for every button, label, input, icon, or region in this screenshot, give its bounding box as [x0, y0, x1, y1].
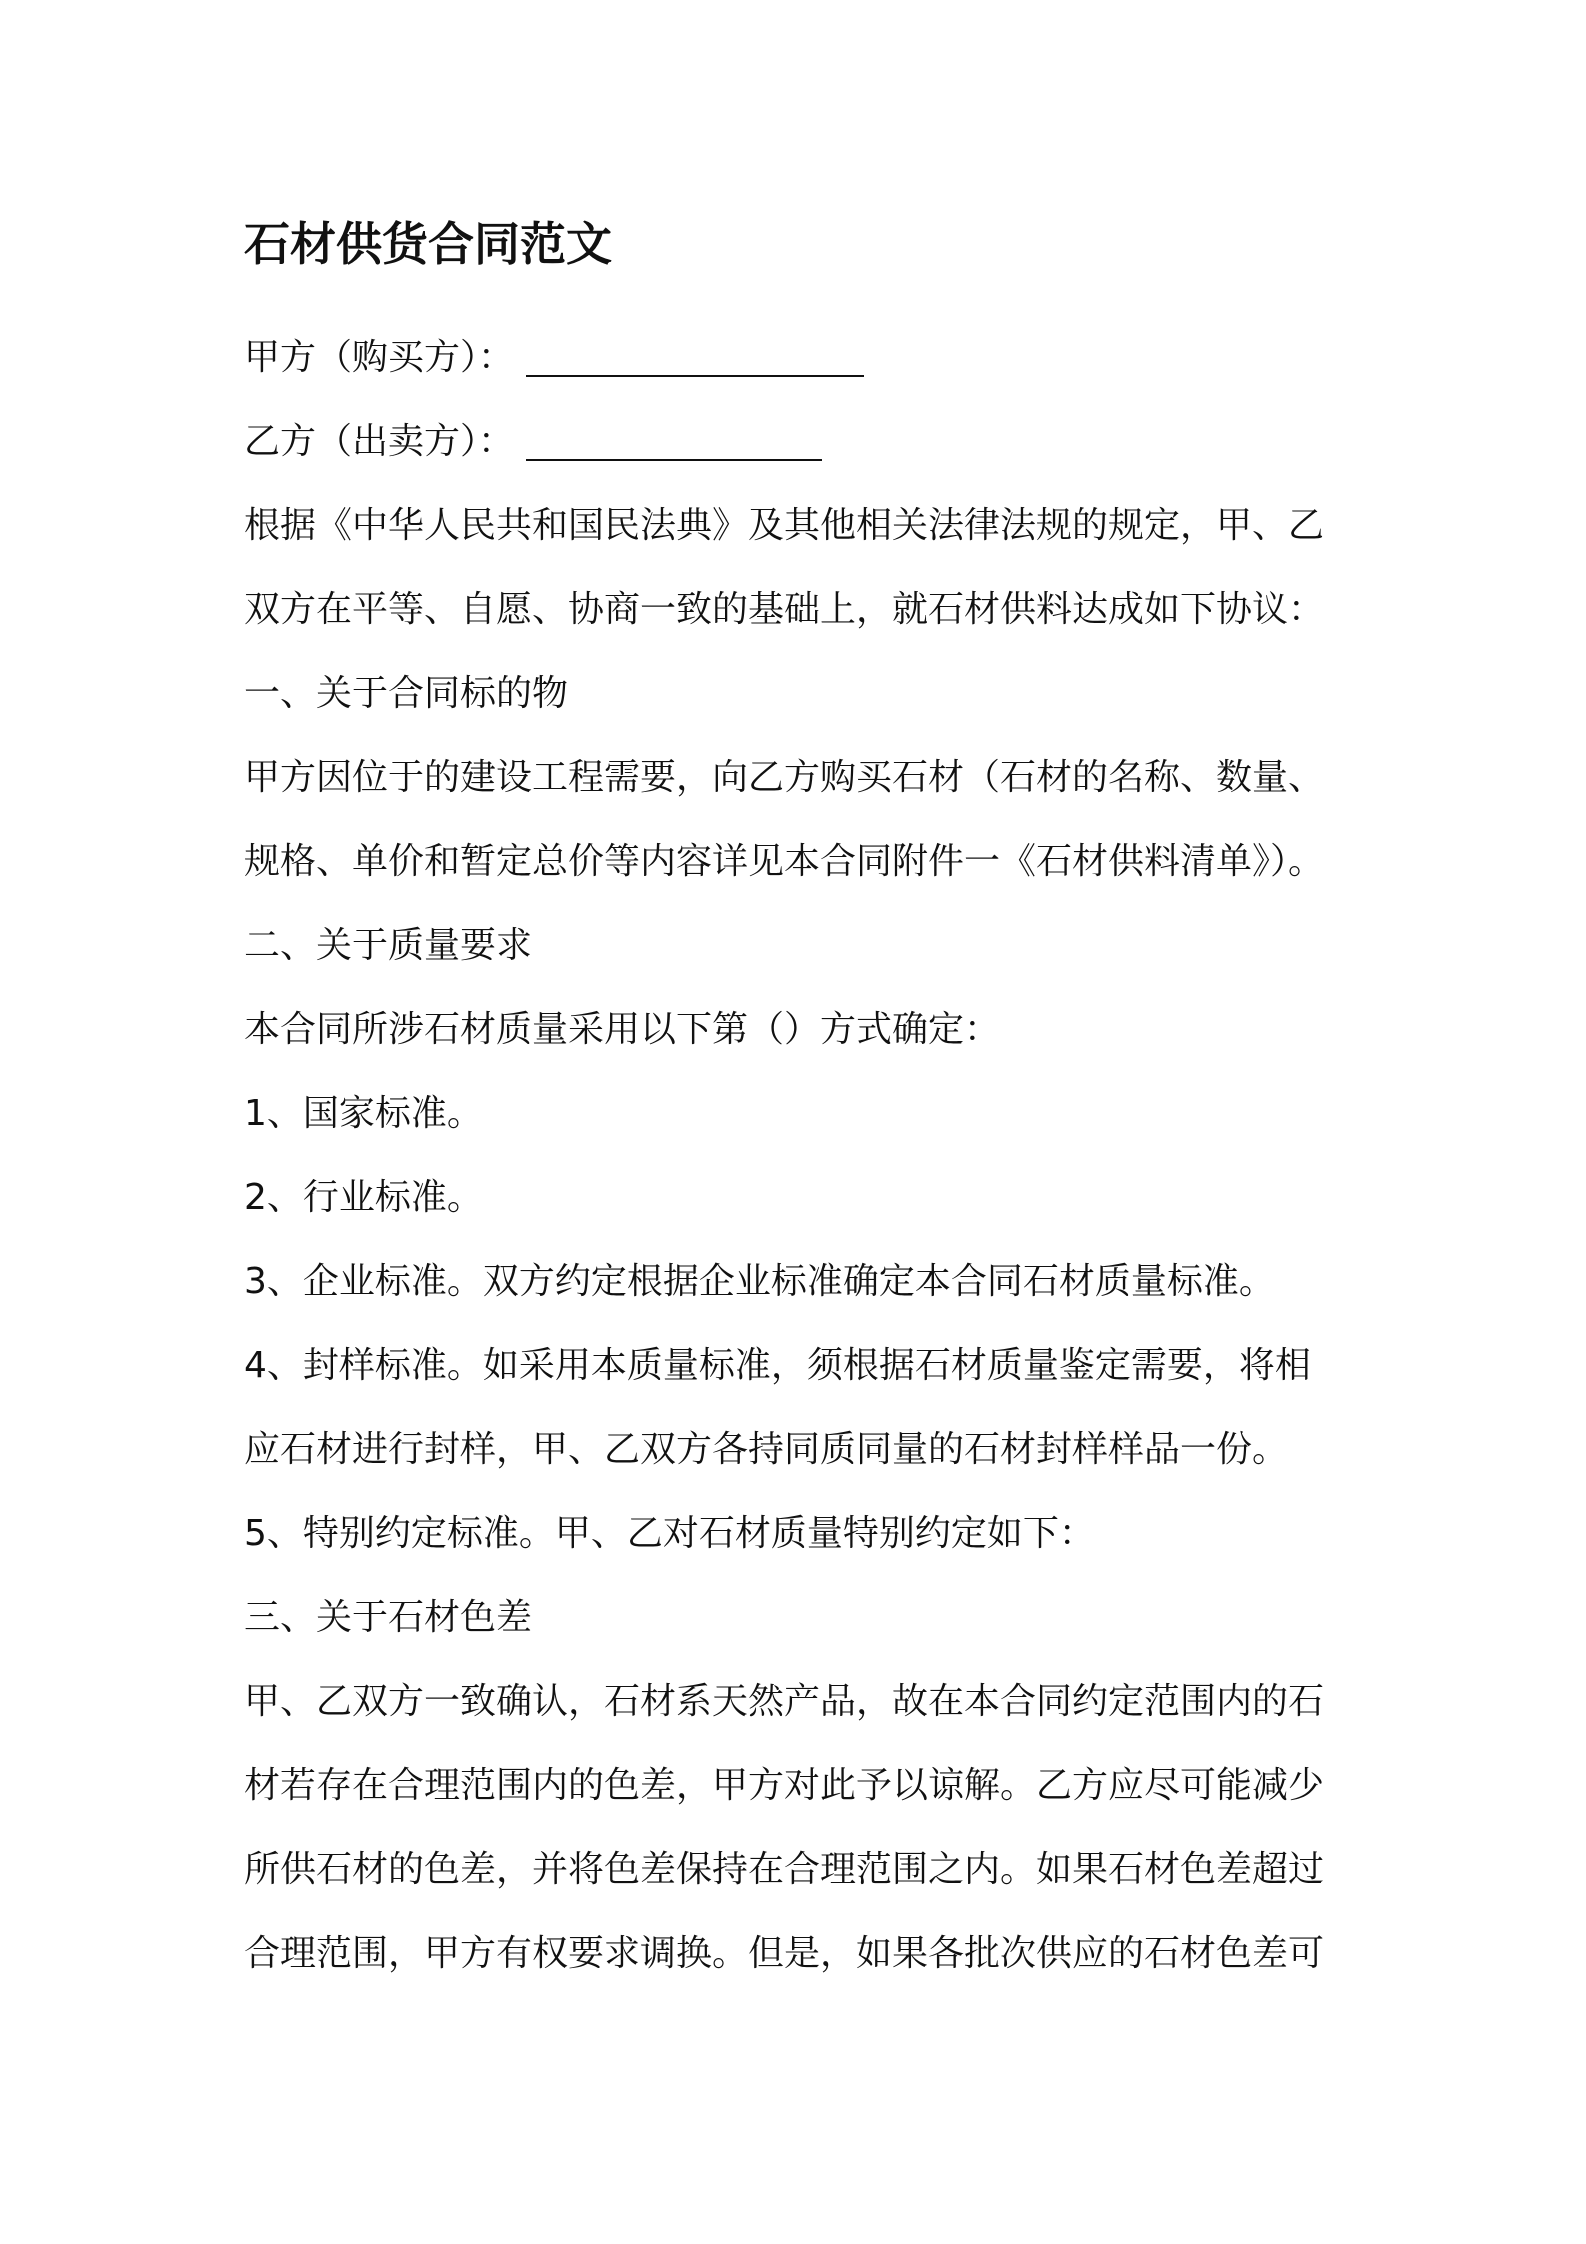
list-item: 4、封样标准。如采用本质量标准，须根据石材质量鉴定需要，将相: [244, 1345, 1311, 1386]
party-a-blank-field: [526, 335, 864, 377]
body-line: 合理范围，甲方有权要求调换。但是，如果各批次供应的石材色差可: [244, 1933, 1325, 1974]
list-item: 1、国家标准。: [244, 1093, 483, 1134]
body-line: 根据《中华人民共和国民法典》及其他相关法律法规的规定，甲、乙: [244, 505, 1325, 546]
party-b-label: 乙方（出卖方）：: [244, 421, 515, 462]
section-heading: 二、关于质量要求: [244, 925, 533, 966]
section-heading: 三、关于石材色差: [244, 1597, 533, 1638]
body-line: 所供石材的色差，并将色差保持在合理范围之内。如果石材色差超过: [244, 1849, 1325, 1890]
party-b-line: [244, 400, 1364, 484]
section-heading: 一、关于合同标的物: [244, 673, 569, 714]
contract-page: [244, 214, 1364, 1996]
body-line: 规格、单价和暂定总价等内容详见本合同附件一《石材供料清单》）。: [244, 841, 1325, 882]
party-a-line: [244, 316, 1364, 400]
body-line: 双方在平等、自愿、协商一致的基础上，就石材供料达成如下协议：: [244, 589, 1325, 630]
body-line: 应石材进行封样，甲、乙双方各持同质同量的石材封样样品一份。: [244, 1429, 1289, 1470]
list-item: 2、行业标准。: [244, 1177, 483, 1218]
body-line: 材若存在合理范围内的色差，甲方对此予以谅解。乙方应尽可能减少: [244, 1765, 1325, 1806]
body-line: 本合同所涉石材质量采用以下第（）方式确定：: [244, 1009, 1001, 1050]
page-title: 石材供货合同范文: [244, 217, 612, 271]
list-item: 3、企业标准。双方约定根据企业标准确定本合同石材质量标准。: [244, 1261, 1275, 1302]
body-line: 甲方因位于的建设工程需要，向乙方购买石材（石材的名称、数量、: [244, 757, 1325, 798]
party-a-label: 甲方（购买方）：: [244, 337, 515, 378]
body-line: 甲、乙双方一致确认，石材系天然产品，故在本合同约定范围内的石: [244, 1681, 1325, 1722]
list-item: 5、特别约定标准。甲、乙对石材质量特别约定如下：: [244, 1513, 1095, 1554]
party-b-blank-field: [526, 419, 822, 461]
